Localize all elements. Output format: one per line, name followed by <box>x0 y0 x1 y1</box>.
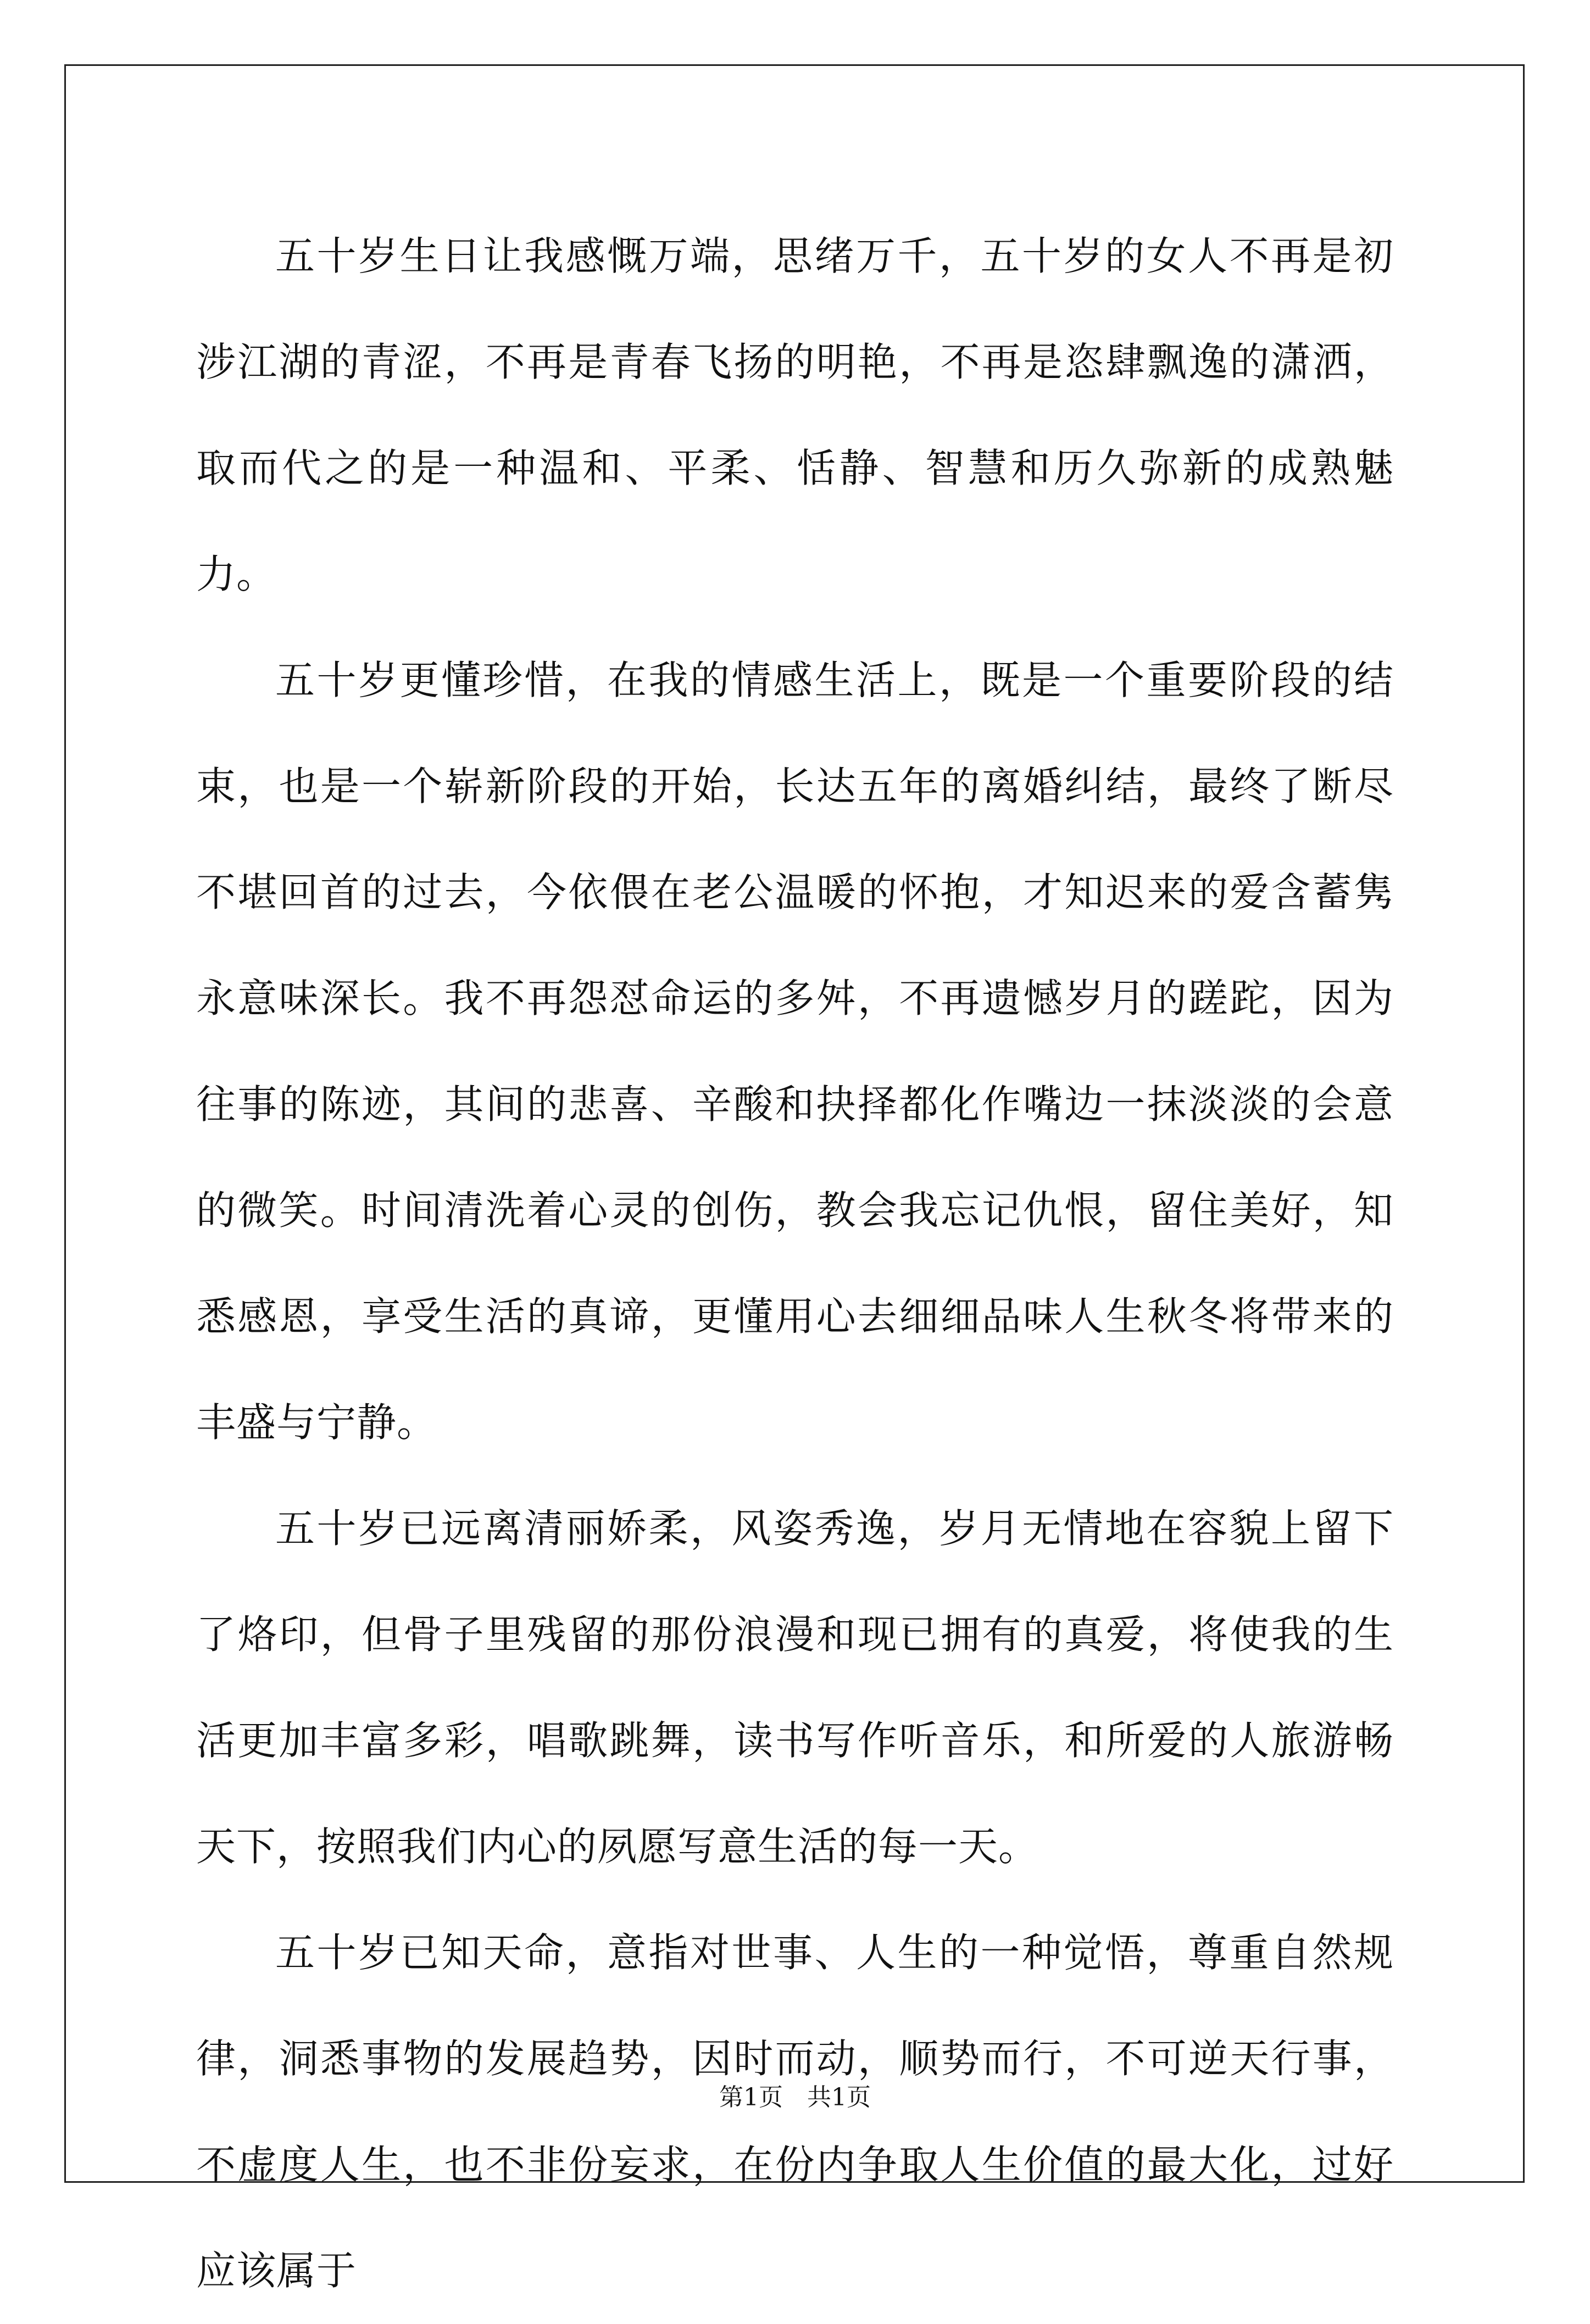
paragraph-3: 五十岁已远离清丽娇柔，风姿秀逸，岁月无情地在容貌上留下了烙印，但骨子里残留的那份浪漫和现已拥有的真爱，将使我的生活更加丰富多彩，唱歌跳舞，读书写作听音乐，和所爱的人旅游畅天下，按照我们内心的夙愿写意生活的每一天。 <box>196 1505 1394 1870</box>
page-number-footer: 第1页 共1页 <box>719 2083 871 2111</box>
paragraph-4: 五十岁已知天命，意指对世事、人生的一种觉悟，尊重自然规律，洞悉事物的发展趋势，因时而动，顺势而行，不可逆天行事，不虚度人生，也不非份妄求，在份内争取人生价值的最大化，过好应该属于 <box>196 1930 1394 2294</box>
paragraph-2: 五十岁更懂珍惜，在我的情感生活上，既是一个重要阶段的结束，也是一个崭新阶段的开始，长达五年的离婚纠结，最终了断尽不堪回首的过去，今依偎在老公温暖的怀抱，才知迟来的爱含蓄隽永意味深长。我不再怨怼命运的多舛，不再遗憾岁月的蹉跎，因为往事的陈迹，其间的悲喜、辛酸和抉择都化作嘴边一抹淡淡的会意的微笑。时间清洗着心灵的创伤，教会我忘记仇恨，留住美好，知悉感恩，享受生活的真谛，更懂用心去细细品味人生秋冬将带来的丰盛与宁静。 <box>196 657 1394 1445</box>
paragraph-1: 五十岁生日让我感慨万端，思绪万千，五十岁的女人不再是初涉江湖的青涩，不再是青春飞扬的明艳，不再是恣肆飘逸的潇洒，取而代之的是一种温和、平柔、恬静、智慧和历久弥新的成熟魅力。 <box>196 233 1394 597</box>
document-body <box>196 203 1394 2324</box>
